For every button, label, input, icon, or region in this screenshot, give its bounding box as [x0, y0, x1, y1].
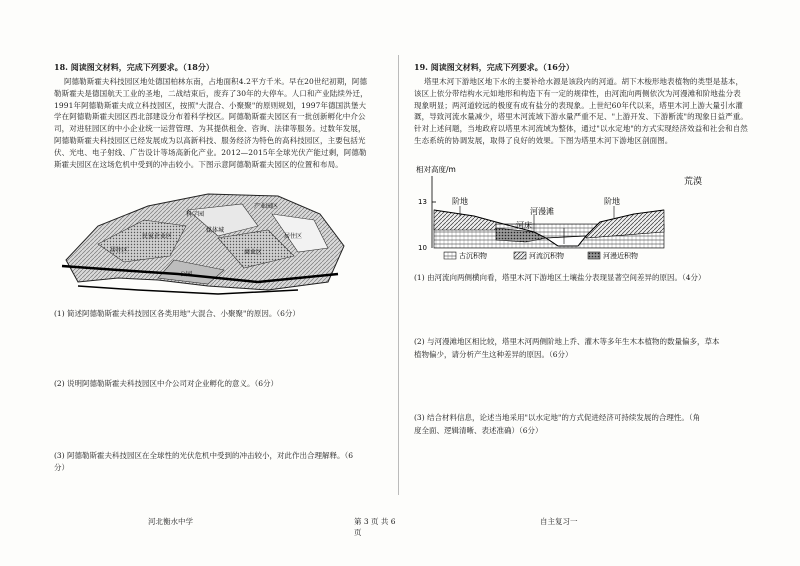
map-label: 民家企业区: [142, 233, 173, 240]
question-19-sub2-cont: 植物偏少，请分析产生这种差异的原因。（6分）: [414, 350, 573, 359]
left-terrace: [434, 210, 496, 230]
legend-swatch-river: [514, 252, 526, 259]
footer-edition: 自主复习一: [540, 517, 578, 526]
map-label: 产业园区: [254, 203, 279, 210]
question-18-sub1: (1) 简述阿德勒斯霍夫科技园区各类用地"大混合、小聚聚"的原因。（6分）: [54, 309, 300, 318]
label-terrace-right: 阶地: [604, 197, 620, 206]
question-18-sub3: (3) 阿德勒斯霍夫科技园区在全球性的光伏危机中受到的冲击较小，对此作出合理解释。（6: [54, 451, 354, 460]
question-18-sub2: (2) 说明阿德勒斯霍夫科技园区中介公司对企业孵化的意义。（6分）: [54, 379, 279, 388]
y-tick-top: 13: [418, 198, 427, 206]
river-profile-diagram: [414, 162, 740, 262]
question-19-sub3: (3) 结合材料信息，论述当地采用"以水定地"的方式促进经济可持续发展的合理性。（角: [414, 413, 701, 422]
legend-swatch-floodplain: [588, 252, 600, 259]
question-19-material: 塔里木河下游地区地下水的主要补给水源是该段内的河道。胡下木梭形地表植物的类型是基本，该区上依分带结构水元如地形和构造下有一定的规律性，由河流向两侧依次为河漫滩和阶地盐分表现象明显；两河道较远的极度有成有盐分的表现象。上世纪60年代以来，塔里木河上游大量引水灌溉，导致河流水量减少，塔里木河流域下游水量严重不足、"上游开发、下游断流"的现象日益严重。针对上述问题，当地政府以塔里木河流域为整体，通过"以水定地"的方式实现经济效益和社会和自然生态系统的协调发展，取得了良好的效果。下图为塔里木河下游地区剖面图。: [414, 77, 748, 145]
map-label: 科学园: [186, 211, 205, 218]
map-label: 公园: [180, 271, 193, 278]
question-19-sub3-cont: 度全面、逻辑清晰、表述准确）（6分）: [414, 426, 543, 435]
label-terrace-left: 阶地: [452, 197, 468, 206]
label-desert: 荒漠: [684, 177, 703, 187]
y-tick-bottom: 10: [418, 244, 427, 252]
map-label: 居住区: [284, 233, 303, 240]
label-floodplain: 河漫滩: [530, 207, 554, 216]
legend-floodplain: 河漫近积物: [603, 252, 638, 260]
question-19-sub1: (1) 由河流向两侧横向看，塔里木河下游地区土壤盐分表现显著空间差异的原因。（4分）: [414, 273, 706, 282]
park-map-figure: [58, 186, 350, 298]
question-19-sub2: (2) 与河漫滩地区相比较，塔里木河两侧阶地上乔、灌木等多年生木本植物的数量偏多，草本: [414, 337, 720, 346]
footer-page-number: 第 3 页 共 6 页: [354, 517, 396, 537]
legend-ancient: 古沉积物: [459, 252, 487, 260]
legend-river: 河流沉积物: [529, 252, 564, 260]
footer-school: 河北衡水中学: [148, 517, 193, 526]
legend-swatch-ancient: [444, 252, 456, 259]
question-18-material: 阿德勒斯霍夫科技园区地处德国柏林东南，占地面积4.2平方千米。早在20世纪初期，阿德勒斯霍夫是德国航天工业的圣地，二战结束后，废弃了30年的大停车。人口和产业陆续外迁，1991年阿德勒斯霍夫成立科技园区，按照"大混合、小聚聚"的原则规划，1997年德国洪堡大学在阿德勒斯霍夫园区西北部建设分布着科学校区。阿德勒斯霍夫园区有一批创新孵化中介公司，对进驻园区的中小企业统一运营管理、为其提供租金、咨询、法律等服务。过数年发展，阿德勒斯霍夫科技园区已经发展成为以高新科技、服务经济为特色的高科技园区，主要包括光伏、光电、电子射线、广告设计等场高新化产业。2012—2015年全球光伏产能过剩，阿德勒斯霍夫园区在这场危机中受到的冲击较小。下图示意阿德勒斯霍夫园区的位置和布局。: [54, 77, 368, 169]
y-axis-label: 相对高度/m: [416, 165, 456, 174]
right-column: [400, 0, 800, 566]
label-riverbed: 河床: [516, 221, 532, 230]
map-label: 商业区: [244, 249, 263, 256]
question-18-sub3-cont: 分）: [54, 463, 69, 472]
question-19-title: 19. 阅读图文材料，完成下列要求。（16分）: [414, 62, 574, 72]
map-label: 媒体城: [206, 227, 225, 234]
column-divider: [398, 55, 399, 495]
map-label: 居住区: [110, 247, 129, 254]
question-18-title: 18. 阅读图文材料，完成下列要求。（18分）: [54, 62, 214, 72]
